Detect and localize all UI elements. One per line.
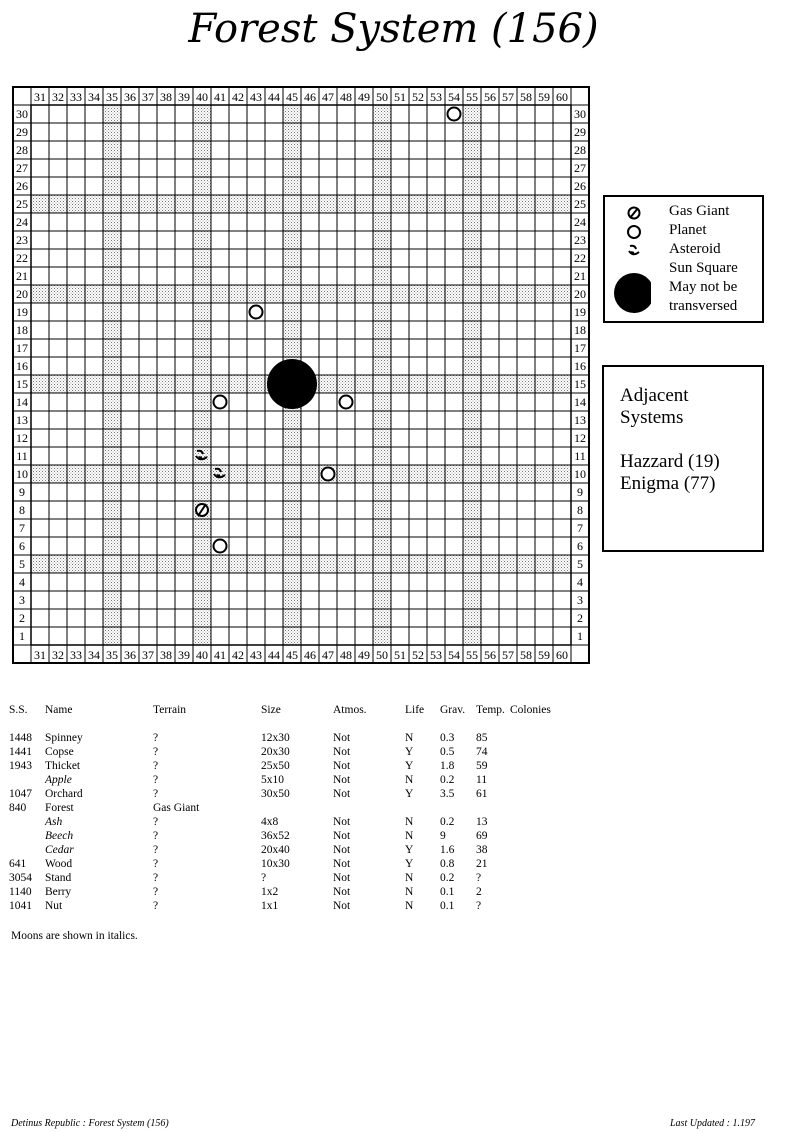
cell-name: Cedar — [45, 844, 74, 856]
cell-grav: 1.8 — [440, 760, 455, 772]
cell-life: N — [405, 886, 414, 898]
row-label-left: 7 — [19, 521, 25, 535]
col-atmos: Atmos. — [333, 704, 367, 716]
cell-terrain: ? — [153, 858, 159, 870]
cell-size — [261, 802, 333, 816]
cell-size: 36x52 — [261, 830, 290, 842]
cell-atmos: Not — [333, 788, 351, 800]
column-label-top: 43 — [250, 90, 262, 104]
row-label-left: 15 — [16, 377, 28, 391]
moons-note: Moons are shown in italics. — [11, 930, 138, 942]
row-label-right: 22 — [574, 251, 586, 265]
cell-temp: 13 — [476, 816, 488, 828]
row-label-left: 18 — [16, 323, 28, 337]
row-label-left: 28 — [16, 143, 28, 157]
cell-atmos — [333, 802, 405, 816]
row-label-left: 22 — [16, 251, 28, 265]
cell-temp: ? — [476, 900, 482, 912]
cell-atmos: Not — [333, 858, 351, 870]
cell-ss: 1140 — [9, 886, 32, 898]
cell-terrain: ? — [153, 746, 159, 758]
cell-colonies — [510, 760, 551, 774]
row-label-right: 25 — [574, 197, 586, 211]
cell-ss: 840 — [9, 802, 27, 814]
row-label-right: 13 — [574, 413, 586, 427]
row-label-left: 19 — [16, 305, 28, 319]
column-label-bottom: 33 — [70, 648, 82, 662]
row-label-right: 4 — [577, 575, 583, 589]
cell-name: Beech — [45, 830, 74, 842]
cell-grav: 0.3 — [440, 732, 455, 744]
col-ss: S.S. — [9, 704, 28, 716]
row-label-right: 19 — [574, 305, 586, 319]
cell-name: Nut — [45, 900, 63, 912]
legend-box — [603, 195, 764, 323]
row-label-right: 26 — [574, 179, 586, 193]
col-temp: Temp. — [476, 704, 505, 716]
adjacent-title-2: Systems — [620, 407, 684, 428]
column-label-bottom: 31 — [34, 648, 46, 662]
cell-ss: 1448 — [9, 732, 32, 744]
cell-name: Thicket — [45, 760, 81, 772]
cell-atmos: Not — [333, 774, 351, 786]
cell-grav: 0.2 — [440, 872, 455, 884]
cell-temp: 21 — [476, 858, 488, 870]
column-label-bottom: 45 — [286, 648, 298, 662]
row-label-right: 9 — [577, 485, 583, 499]
footer-right: Last Updated : 1.197 — [670, 1118, 755, 1129]
column-label-top: 32 — [52, 90, 64, 104]
cell-grav: 0.1 — [440, 900, 455, 912]
column-label-top: 37 — [142, 90, 154, 104]
column-label-bottom: 60 — [556, 648, 568, 662]
row-label-left: 1 — [19, 629, 25, 643]
cell-temp: 85 — [476, 732, 488, 744]
cell-atmos: Not — [333, 760, 351, 772]
column-label-bottom: 50 — [376, 648, 388, 662]
cell-name: Copse — [45, 746, 74, 758]
cell-colonies — [510, 886, 551, 900]
row-label-right: 16 — [574, 359, 586, 373]
cell-grav: 9 — [440, 830, 446, 842]
cell-name: Stand — [45, 872, 72, 884]
sun-icon — [614, 273, 651, 313]
column-label-bottom: 52 — [412, 648, 424, 662]
column-label-top: 45 — [286, 90, 298, 104]
row-label-right: 24 — [574, 215, 586, 229]
column-label-top: 46 — [304, 90, 316, 104]
row-label-left: 6 — [19, 539, 25, 553]
column-label-top: 59 — [538, 90, 550, 104]
row-label-left: 12 — [16, 431, 28, 445]
column-label-bottom: 55 — [466, 648, 478, 662]
cell-terrain: ? — [153, 788, 159, 800]
column-label-top: 41 — [214, 90, 226, 104]
cell-life: Y — [405, 844, 414, 856]
cell-ss: 1943 — [9, 760, 32, 772]
column-label-top: 47 — [322, 90, 334, 104]
table-row — [9, 858, 551, 872]
row-label-right: 23 — [574, 233, 586, 247]
row-label-right: 21 — [574, 269, 586, 283]
column-label-bottom: 54 — [448, 648, 460, 662]
adjacent-system: Enigma (77) — [620, 473, 716, 494]
cell-terrain: ? — [153, 844, 159, 856]
column-label-bottom: 57 — [502, 648, 514, 662]
cell-size: 10x30 — [261, 858, 290, 870]
cell-life — [405, 802, 440, 816]
cell-life: Y — [405, 858, 414, 870]
cell-size: ? — [261, 872, 267, 884]
table-row — [9, 746, 551, 760]
table-row — [9, 774, 551, 788]
column-label-bottom: 49 — [358, 648, 370, 662]
cell-atmos: Not — [333, 844, 351, 856]
gas-giant-icon — [629, 208, 640, 219]
column-label-top: 58 — [520, 90, 532, 104]
row-label-left: 4 — [19, 575, 25, 589]
table-row — [9, 732, 551, 746]
row-label-right: 20 — [574, 287, 586, 301]
cell-ss — [9, 844, 45, 858]
col-life: Life — [405, 704, 425, 716]
row-label-right: 6 — [577, 539, 583, 553]
cell-terrain: Gas Giant — [153, 802, 200, 814]
cell-atmos: Not — [333, 732, 351, 744]
cell-terrain: ? — [153, 830, 159, 842]
cell-atmos: Not — [333, 900, 351, 912]
cell-name: Apple — [45, 774, 72, 786]
legend-symbols — [611, 201, 651, 321]
cell-size: 5x10 — [261, 774, 284, 786]
table-row — [9, 886, 551, 900]
cell-grav: 0.5 — [440, 746, 455, 758]
column-label-top: 44 — [268, 90, 280, 104]
cell-colonies — [510, 844, 551, 858]
cell-size: 1x1 — [261, 900, 279, 912]
row-label-left: 26 — [16, 179, 28, 193]
cell-atmos: Not — [333, 830, 351, 842]
column-label-top: 34 — [88, 90, 100, 104]
cell-colonies — [510, 788, 551, 802]
cell-life: N — [405, 774, 414, 786]
table-row — [9, 844, 551, 858]
column-label-bottom: 39 — [178, 648, 190, 662]
row-label-left: 24 — [16, 215, 28, 229]
column-label-top: 55 — [466, 90, 478, 104]
cell-atmos: Not — [333, 872, 351, 884]
cell-life: N — [405, 872, 414, 884]
cell-life: N — [405, 900, 414, 912]
row-label-right: 18 — [574, 323, 586, 337]
cell-life: N — [405, 732, 414, 744]
row-label-left: 10 — [16, 467, 28, 481]
adjacent-system: Hazzard (19) — [620, 451, 720, 472]
row-label-right: 14 — [574, 395, 586, 409]
column-label-top: 36 — [124, 90, 136, 104]
cell-life: N — [405, 830, 414, 842]
row-label-right: 1 — [577, 629, 583, 643]
row-label-right: 17 — [574, 341, 586, 355]
column-label-bottom: 59 — [538, 648, 550, 662]
page-title: Forest System (156) — [188, 6, 599, 52]
col-size: Size — [261, 704, 281, 716]
cell-size: 20x40 — [261, 844, 290, 856]
planet-icon — [250, 306, 263, 319]
cell-life: Y — [405, 746, 414, 758]
column-label-bottom: 34 — [88, 648, 100, 662]
column-label-top: 48 — [340, 90, 352, 104]
row-label-left: 30 — [16, 107, 28, 121]
cell-temp: 11 — [476, 774, 488, 786]
column-label-top: 57 — [502, 90, 514, 104]
cell-temp: ? — [476, 872, 482, 884]
cell-temp: 38 — [476, 844, 488, 856]
column-label-top: 56 — [484, 90, 496, 104]
cell-colonies — [510, 816, 551, 830]
legend-planet: Planet — [669, 222, 707, 238]
cell-temp: 69 — [476, 830, 488, 842]
table-row — [9, 816, 551, 830]
cell-ss: 3054 — [9, 872, 32, 884]
cell-size: 12x30 — [261, 732, 290, 744]
cell-colonies — [510, 732, 551, 746]
row-label-right: 12 — [574, 431, 586, 445]
cell-life: N — [405, 816, 414, 828]
cell-size: 20x30 — [261, 746, 290, 758]
column-label-bottom: 42 — [232, 648, 244, 662]
cell-colonies — [510, 872, 551, 886]
cell-colonies — [510, 830, 551, 844]
cell-terrain: ? — [153, 816, 159, 828]
cell-ss — [9, 774, 45, 788]
column-label-bottom: 38 — [160, 648, 172, 662]
row-label-left: 13 — [16, 413, 28, 427]
row-label-left: 3 — [19, 593, 25, 607]
adjacent-title-1: Adjacent — [620, 385, 689, 406]
row-label-right: 30 — [574, 107, 586, 121]
table-row — [9, 900, 551, 914]
row-label-right: 10 — [574, 467, 586, 481]
cell-temp — [476, 802, 510, 816]
row-label-left: 27 — [16, 161, 28, 175]
cell-grav — [440, 802, 476, 816]
col-grav: Grav. — [440, 704, 466, 716]
cell-atmos: Not — [333, 746, 351, 758]
table-header-row — [9, 704, 551, 718]
column-label-bottom: 36 — [124, 648, 136, 662]
row-label-right: 29 — [574, 125, 586, 139]
row-label-right: 5 — [577, 557, 583, 571]
row-label-right: 8 — [577, 503, 583, 517]
cell-life: Y — [405, 788, 414, 800]
column-label-bottom: 41 — [214, 648, 226, 662]
row-label-left: 16 — [16, 359, 28, 373]
row-label-right: 7 — [577, 521, 583, 535]
cell-grav: 0.2 — [440, 816, 455, 828]
cell-colonies — [510, 900, 551, 914]
footer-left: Detinus Republic : Forest System (156) — [11, 1118, 169, 1129]
column-label-top: 60 — [556, 90, 568, 104]
row-label-left: 17 — [16, 341, 28, 355]
planet-icon — [322, 468, 335, 481]
cell-temp: 61 — [476, 788, 488, 800]
column-label-top: 42 — [232, 90, 244, 104]
column-label-top: 40 — [196, 90, 208, 104]
column-label-bottom: 56 — [484, 648, 496, 662]
column-label-bottom: 58 — [520, 648, 532, 662]
row-label-right: 28 — [574, 143, 586, 157]
table-row — [9, 872, 551, 886]
row-label-left: 29 — [16, 125, 28, 139]
cell-name: Forest — [45, 802, 74, 814]
column-label-bottom: 47 — [322, 648, 334, 662]
cell-temp: 2 — [476, 886, 482, 898]
column-label-top: 50 — [376, 90, 388, 104]
cell-terrain: ? — [153, 732, 159, 744]
column-label-top: 31 — [34, 90, 46, 104]
cell-terrain: ? — [153, 760, 159, 772]
row-label-left: 2 — [19, 611, 25, 625]
cell-name: Wood — [45, 858, 73, 870]
row-label-right: 3 — [577, 593, 583, 607]
legend-sun-2: May not be — [669, 279, 738, 295]
cell-ss: 1047 — [9, 788, 32, 800]
cell-colonies — [510, 746, 551, 760]
cell-name: Berry — [45, 886, 72, 898]
column-label-top: 54 — [448, 90, 460, 104]
column-label-top: 33 — [70, 90, 82, 104]
column-label-top: 53 — [430, 90, 442, 104]
adjacent-systems-box — [602, 365, 764, 552]
legend-asteroid: Asteroid — [669, 241, 721, 257]
cell-size: 25x50 — [261, 760, 290, 772]
legend-sun-1: Sun Square — [669, 260, 738, 276]
table-row — [9, 830, 551, 844]
col-name: Name — [45, 704, 73, 716]
cell-atmos: Not — [333, 816, 351, 828]
cell-terrain: ? — [153, 774, 159, 786]
cell-terrain: ? — [153, 886, 159, 898]
column-label-bottom: 51 — [394, 648, 406, 662]
column-label-top: 39 — [178, 90, 190, 104]
table-row — [9, 788, 551, 802]
cell-name: Orchard — [45, 788, 83, 800]
planet-icon — [214, 396, 227, 409]
planet-icon — [214, 540, 227, 553]
row-label-left: 8 — [19, 503, 25, 517]
column-label-bottom: 44 — [268, 648, 280, 662]
bodies-table — [9, 704, 551, 914]
planet-icon — [340, 396, 353, 409]
cell-grav: 3.5 — [440, 788, 455, 800]
row-label-left: 9 — [19, 485, 25, 499]
column-label-top: 52 — [412, 90, 424, 104]
row-label-right: 11 — [574, 449, 586, 463]
cell-grav: 0.2 — [440, 774, 455, 786]
sun-icon — [267, 359, 317, 409]
column-label-top: 51 — [394, 90, 406, 104]
table-row — [9, 802, 551, 816]
cell-colonies — [510, 858, 551, 872]
cell-colonies — [510, 802, 551, 816]
legend-sun-3: transversed — [669, 298, 738, 314]
cell-life: Y — [405, 760, 414, 772]
column-label-bottom: 35 — [106, 648, 118, 662]
cell-terrain: ? — [153, 900, 159, 912]
cell-name: Spinney — [45, 732, 83, 744]
table-row — [9, 760, 551, 774]
cell-ss: 1441 — [9, 746, 32, 758]
cell-ss — [9, 830, 45, 844]
column-label-bottom: 46 — [304, 648, 316, 662]
column-label-bottom: 43 — [250, 648, 262, 662]
cell-grav: 0.1 — [440, 886, 455, 898]
row-label-left: 11 — [16, 449, 28, 463]
cell-temp: 59 — [476, 760, 488, 772]
column-label-bottom: 32 — [52, 648, 64, 662]
column-label-bottom: 40 — [196, 648, 208, 662]
col-colonies: Colonies — [510, 704, 551, 716]
cell-size: 30x50 — [261, 788, 290, 800]
cell-terrain: ? — [153, 872, 159, 884]
cell-ss — [9, 816, 45, 830]
column-label-top: 49 — [358, 90, 370, 104]
row-label-left: 21 — [16, 269, 28, 283]
row-label-right: 15 — [574, 377, 586, 391]
cell-ss: 1041 — [9, 900, 32, 912]
cell-size: 1x2 — [261, 886, 279, 898]
column-label-bottom: 53 — [430, 648, 442, 662]
cell-grav: 0.8 — [440, 858, 455, 870]
legend-gas-giant: Gas Giant — [669, 203, 730, 219]
column-label-top: 35 — [106, 90, 118, 104]
row-label-right: 2 — [577, 611, 583, 625]
planet-icon — [628, 226, 640, 238]
column-label-top: 38 — [160, 90, 172, 104]
cell-ss: 641 — [9, 858, 27, 870]
row-label-right: 27 — [574, 161, 586, 175]
cell-atmos: Not — [333, 886, 351, 898]
row-label-left: 25 — [16, 197, 28, 211]
column-label-bottom: 48 — [340, 648, 352, 662]
column-label-bottom: 37 — [142, 648, 154, 662]
row-label-left: 5 — [19, 557, 25, 571]
col-terrain: Terrain — [153, 704, 187, 716]
cell-grav: 1.6 — [440, 844, 455, 856]
row-label-left: 14 — [16, 395, 28, 409]
planet-icon — [448, 108, 461, 121]
cell-temp: 74 — [476, 746, 488, 758]
cell-name: Ash — [45, 816, 63, 828]
cell-size: 4x8 — [261, 816, 279, 828]
cell-colonies — [510, 774, 551, 788]
asteroid-icon — [629, 246, 639, 254]
row-label-left: 20 — [16, 287, 28, 301]
row-label-left: 23 — [16, 233, 28, 247]
